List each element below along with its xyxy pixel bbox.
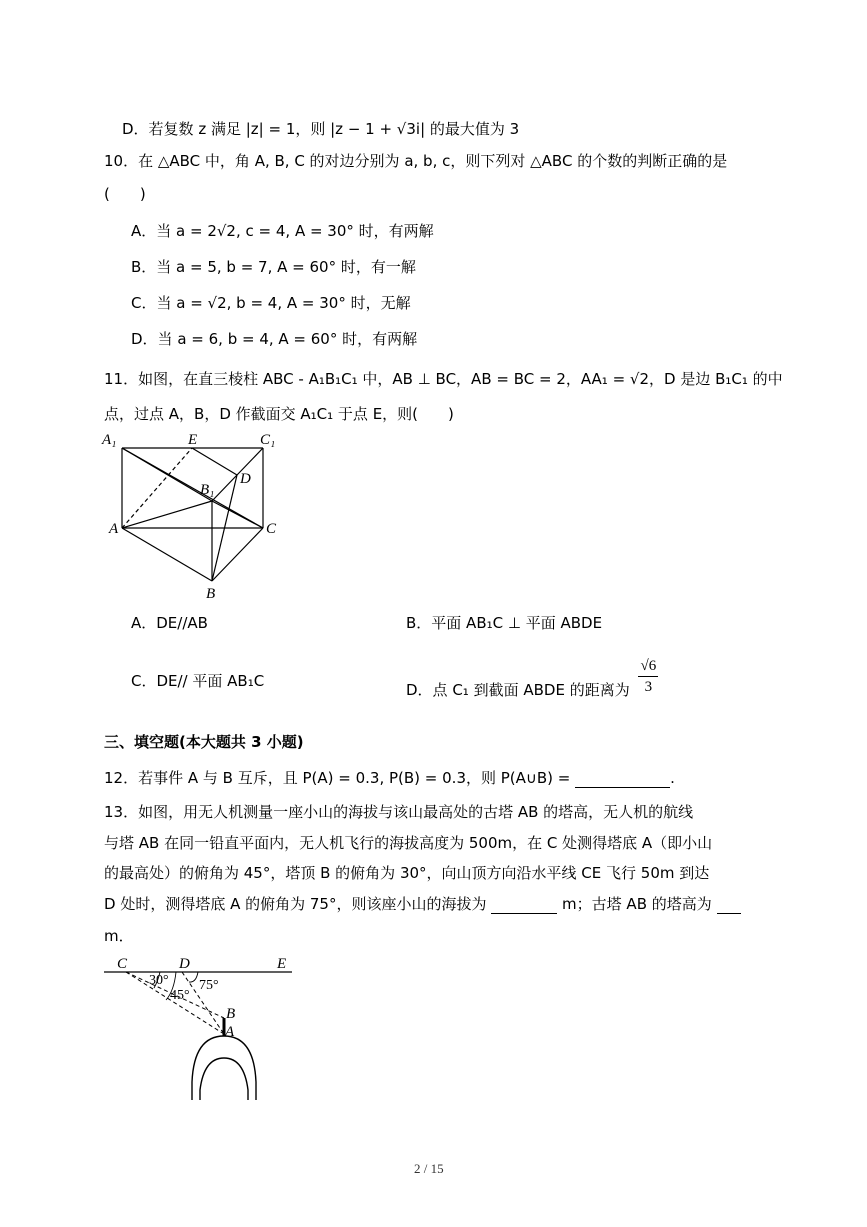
- q11-stem-line1: 11．如图，在直三棱柱 ABC - A₁B₁C₁ 中，AB ⊥ BC，AB = BC = 2，AA₁ = √2，D 是边 B₁C₁ 的中: [104, 370, 783, 388]
- q13-height-blank[interactable]: [717, 895, 741, 914]
- mountain-figure: [100, 950, 300, 1108]
- q9-option-d: D．若复数 z 满足 |z| = 1，则 |z − 1 + √3i| 的最大值为 3: [122, 120, 520, 138]
- label-e: E: [277, 956, 287, 972]
- q10-option-c: C．当 a = √2, b = 4, A = 30° 时，无解: [131, 294, 411, 312]
- q10-option-b: B．当 a = 5, b = 7, A = 60° 时，有一解: [131, 258, 416, 276]
- label-a1: A₁: [102, 432, 117, 448]
- label-b: B: [206, 586, 216, 602]
- q13-line2: 与塔 AB 在同一铅直平面内，无人机飞行的海拔高度为 500m，在 C 处测得塔底 A（即小山: [104, 834, 713, 852]
- q13-line4-b: m；古塔 AB 的塔高为: [562, 895, 712, 913]
- label-d: D: [179, 956, 190, 972]
- q13-line3: 的最高处）的俯角为 45°，塔顶 B 的俯角为 30°，向山顶方向沿水平线 CE 飞行 50m 到达: [104, 864, 710, 882]
- q12-stem: 12．若事件 A 与 B 互斥，且 P(A) = 0.3, P(B) = 0.3，则 P(A∪B) =: [104, 769, 571, 787]
- segment-a1-c: [122, 448, 263, 528]
- q10-stem-line2: ( ): [104, 185, 146, 203]
- q11-option-d-text: D．点 C₁ 到截面 ABDE 的距离为: [406, 681, 630, 699]
- edge-b1-c1: [212, 448, 263, 501]
- q12-answer-blank[interactable]: [575, 769, 670, 788]
- page-number: 2 / 15: [414, 1161, 444, 1176]
- label-a: A: [109, 521, 119, 537]
- q13-altitude-blank[interactable]: [491, 895, 557, 914]
- label-d: D: [240, 471, 251, 487]
- arc-75: [189, 972, 198, 982]
- label-c1: C₁: [260, 432, 276, 448]
- label-a: A: [225, 1024, 235, 1040]
- angle-45: 45°: [170, 988, 190, 1003]
- fraction-denominator: 3: [644, 679, 653, 695]
- angle-30: 30°: [149, 973, 169, 988]
- edge-b-c: [212, 528, 263, 581]
- q13-line4-a: D 处时，测得塔底 A 的俯角为 75°，则该座小山的海拔为: [104, 895, 487, 913]
- label-b: B: [226, 1006, 236, 1022]
- q12-line: [104, 767, 675, 788]
- angle-75: 75°: [199, 978, 219, 993]
- q12-end: .: [670, 769, 675, 787]
- q13-line5: m．: [104, 927, 134, 945]
- q11-stem-line2: 点，过点 A，B，D 作截面交 A₁C₁ 于点 E，则( ): [104, 405, 454, 423]
- q11-option-d: [406, 658, 658, 711]
- q11-option-c: C．DE// 平面 AB₁C: [131, 672, 265, 690]
- label-c: C: [117, 956, 128, 972]
- edge-a-b: [122, 528, 212, 581]
- q10-option-d: D．当 a = 6, b = 4, A = 60° 时，有两解: [131, 330, 418, 348]
- segment-a-b1: [122, 501, 212, 528]
- q13-line1: 13．如图，用无人机测量一座小山的海拔与该山最高处的古塔 AB 的塔高，无人机的航线: [104, 803, 694, 821]
- prism-figure: [100, 428, 290, 604]
- fraction-numerator: √6: [638, 656, 658, 677]
- fraction: [638, 656, 658, 697]
- mountain-outer: [192, 1036, 256, 1100]
- q13-line4: [104, 893, 741, 914]
- label-b1: B₁: [200, 482, 215, 498]
- q10-stem-line1: 10．在 △ABC 中，角 A, B, C 的对边分别为 a, b, c，则下列对 △ABC 的个数的判断正确的是: [104, 152, 728, 170]
- q10-option-a: A．当 a = 2√2, c = 4, A = 30° 时，有两解: [131, 222, 434, 240]
- section-title: 三、填空题(本大题共 3 小题): [104, 733, 304, 751]
- q11-option-b: B．平面 AB₁C ⊥ 平面 ABDE: [406, 614, 603, 632]
- segment-e-d: [192, 448, 237, 475]
- q11-option-a: A．DE//AB: [131, 614, 208, 632]
- segment-a-e-dashed: [122, 448, 192, 528]
- mountain-inner: [200, 1058, 248, 1100]
- label-e: E: [188, 432, 198, 448]
- label-c: C: [266, 521, 277, 537]
